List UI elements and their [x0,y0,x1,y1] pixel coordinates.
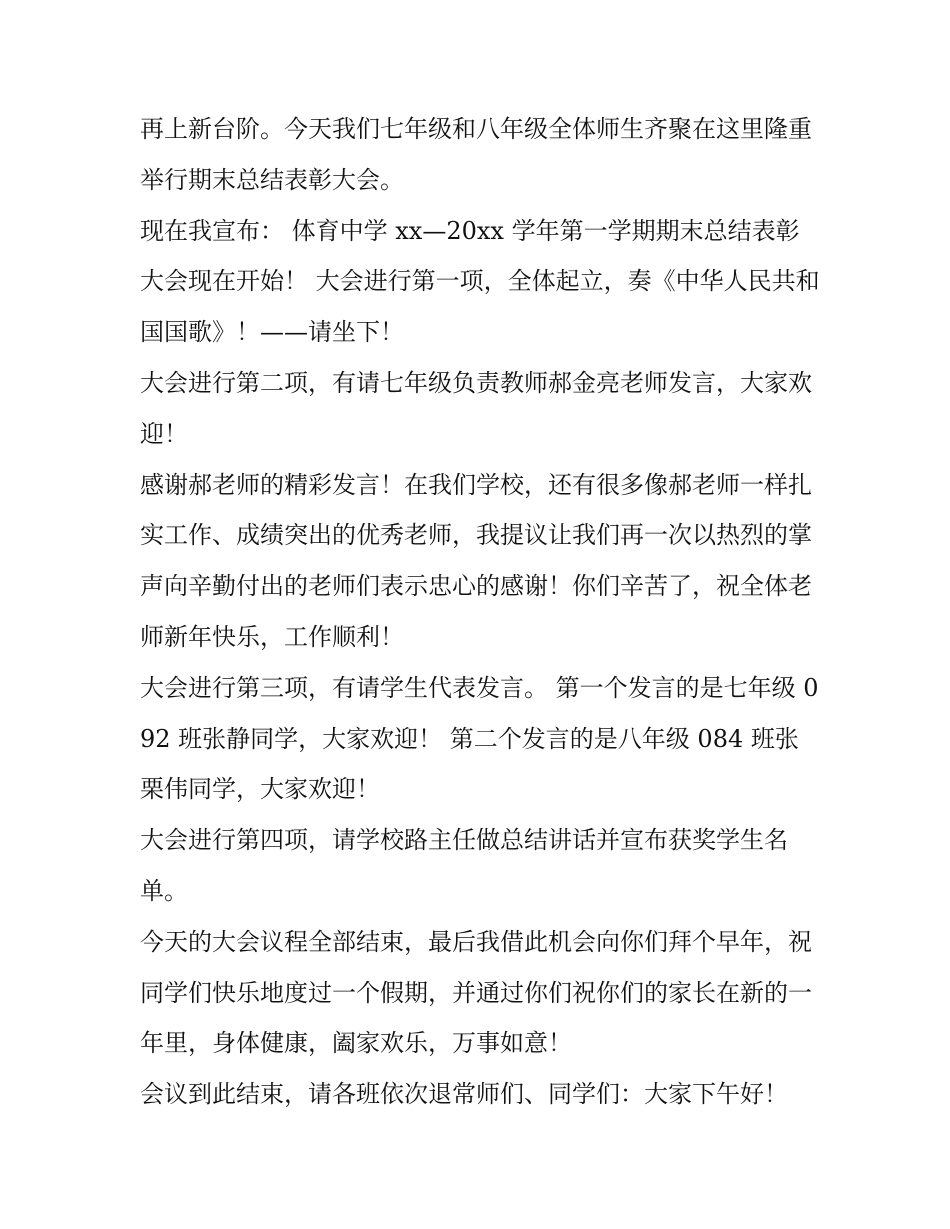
paragraph-announcement: 现在我宣布： 体育中学 xx—20xx 学年第一学期期末总结表彰大会现在开始！ 大会进行第一项，全体起立，奏《中华人民共和国国歌》！——请坐下！ [140,216,820,347]
paragraph-closing: 今天的大会议程全部结束，最后我借此机会向你们拜个早年，祝同学们快乐地度过一个假期，并通过你们祝你们的家长在新的一年里，身体健康，阖家欢乐，万事如意！ [140,927,812,1058]
paragraph-item-two: 大会进行第二项，有请七年级负责教师郝金亮老师发言，大家欢迎！ [140,368,812,448]
paragraph-item-three: 大会进行第三项，有请学生代表发言。 第一个发言的是七年级 092 班张静同学，大家欢迎！ 第二个发言的是八年级 084 班张栗伟同学，大家欢迎！ [140,673,819,804]
paragraph-end: 会议到此结束，请各班依次退常师们、同学们：大家下午好！ [140,1080,788,1109]
document-body [140,104,820,1120]
paragraph-opening: 再上新台阶。今天我们七年级和八年级全体师生齐聚在这里隆重举行期末总结表彰大会。 [140,115,812,194]
paragraph-item-four: 大会进行第四项，请学校路主任做总结讲话并宣布获奖学生名单。 [140,826,788,905]
paragraph-thanks: 感谢郝老师的精彩发言！在我们学校，还有很多像郝老师一样扎实工作、成绩突出的优秀老师，我提议让我们再一次以热烈的掌声向辛勤付出的老师们表示忠心的感谢！你们辛苦了，祝全体老师新年快乐，工作顺利！ [140,470,812,651]
